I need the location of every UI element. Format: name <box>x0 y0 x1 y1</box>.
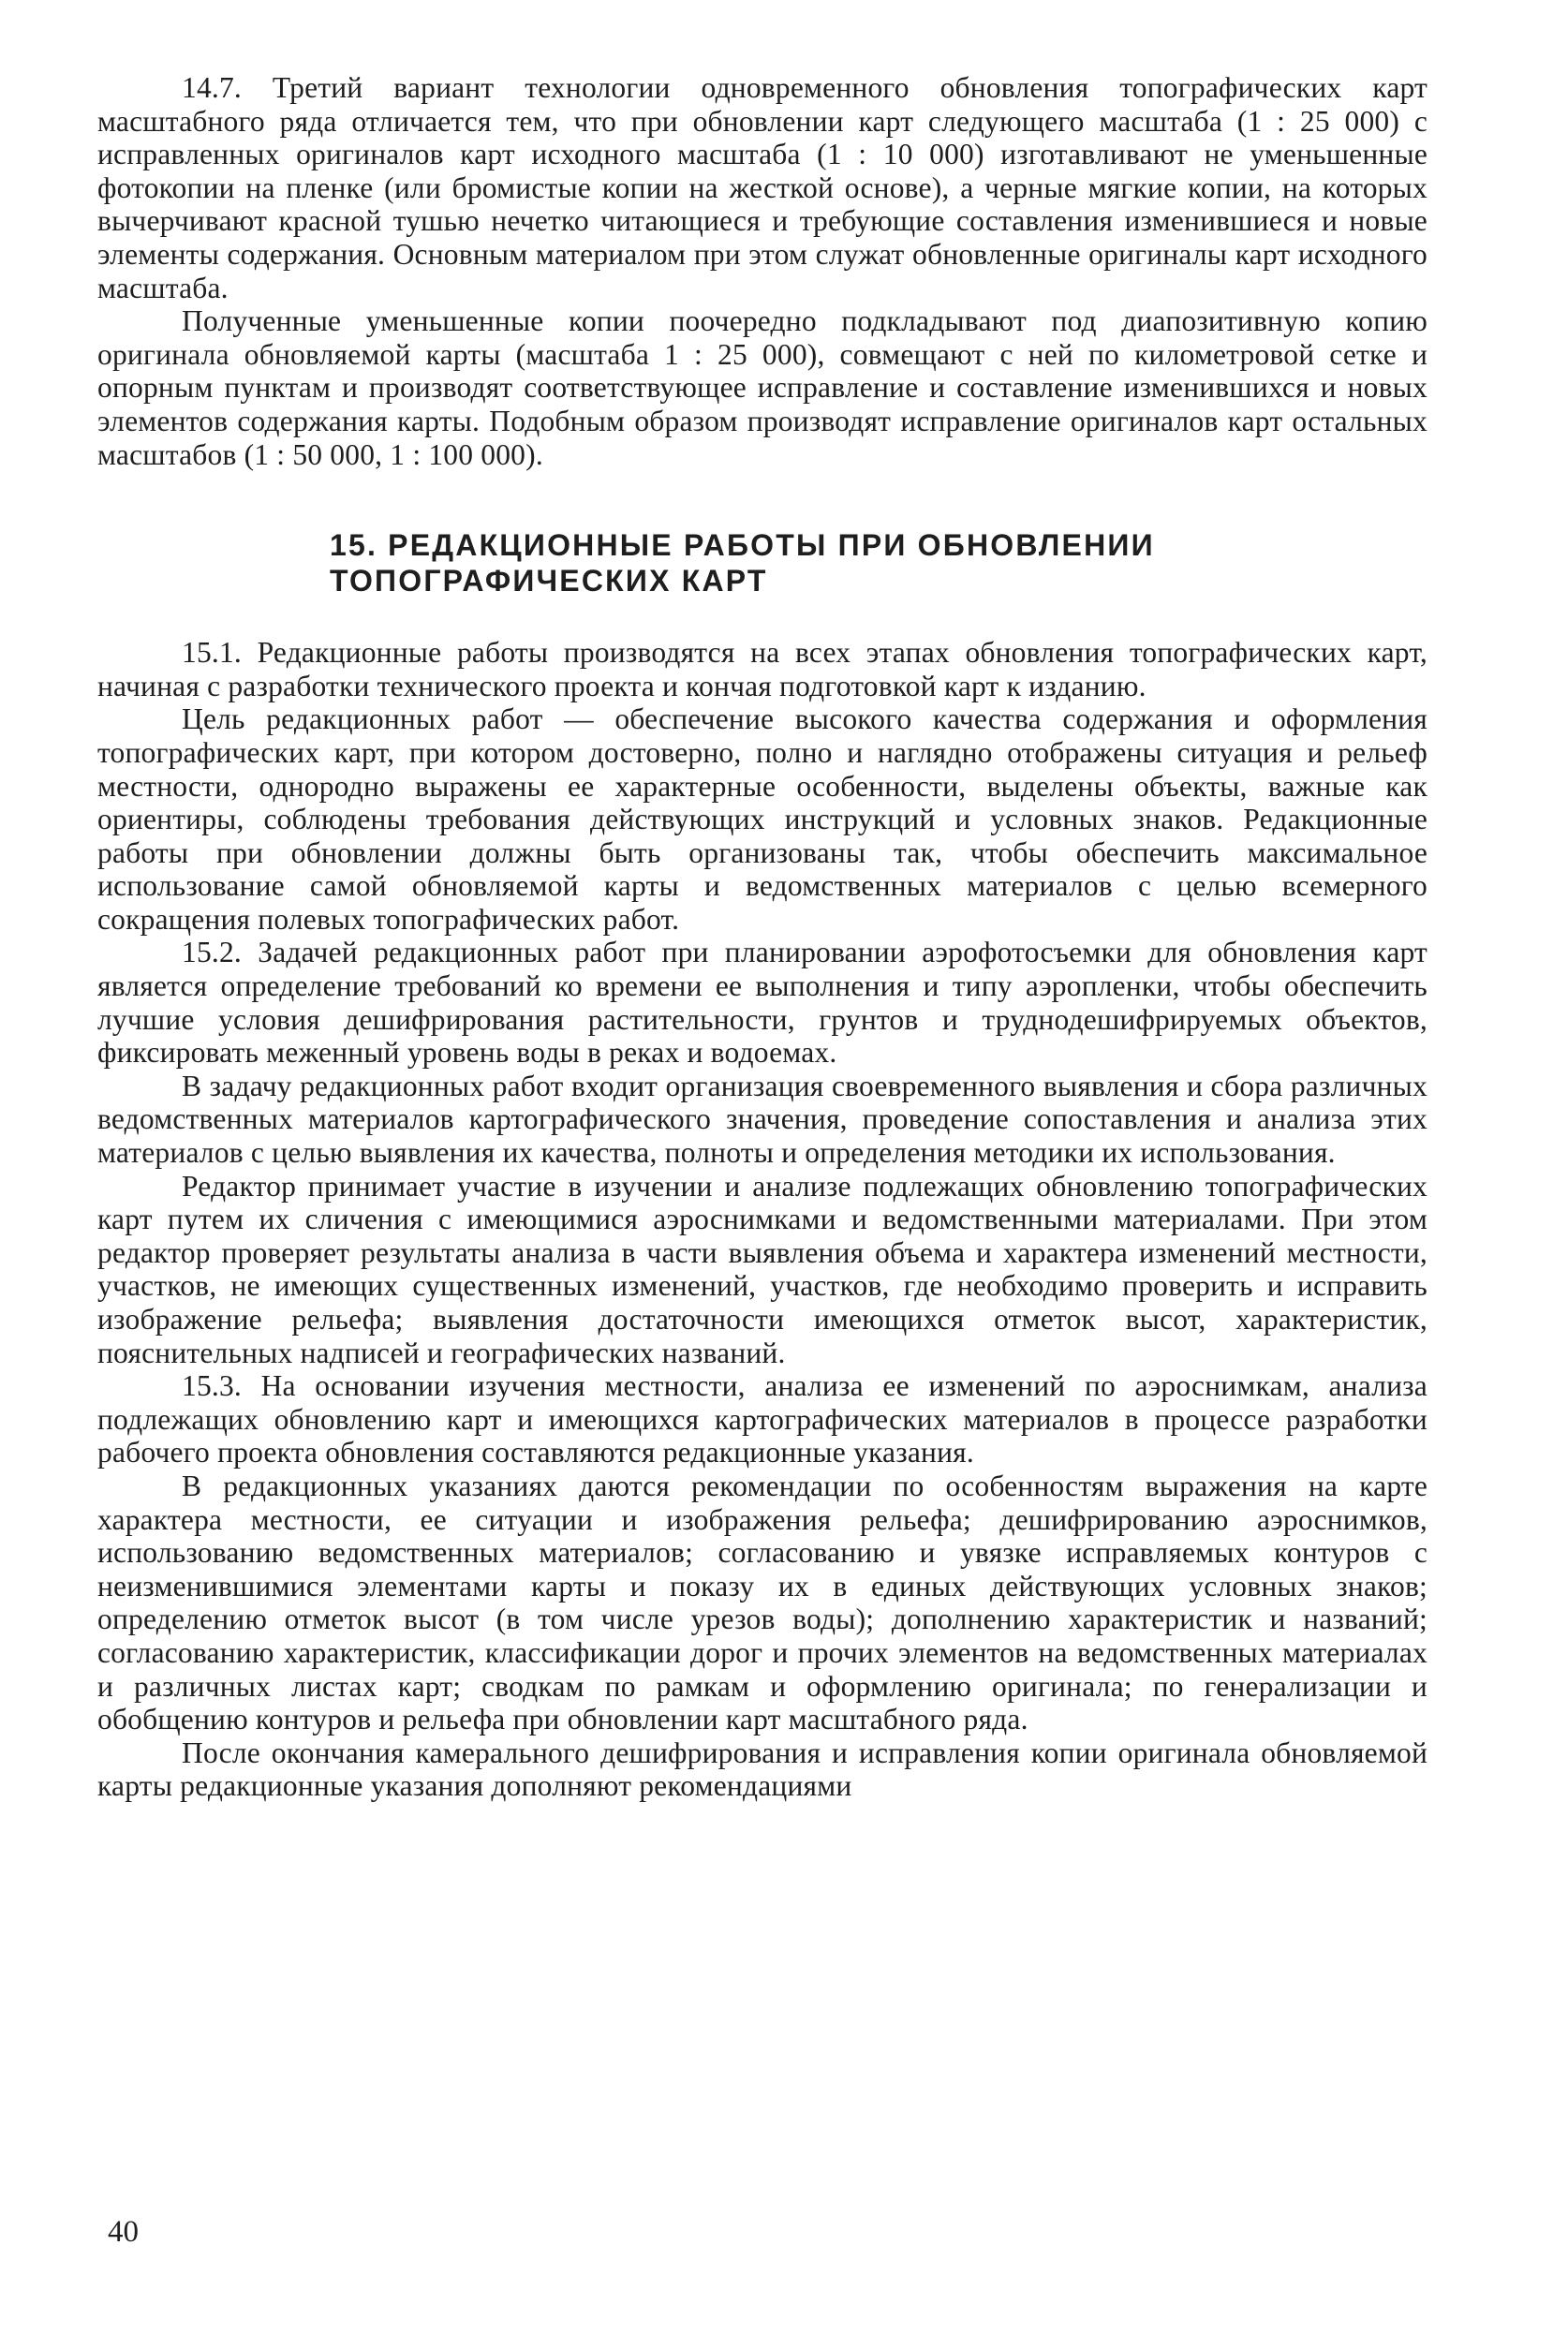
paragraph-15-2: 15.2. Задачей редакционных работ при планировании аэрофотосъемки для обновления карт является определение требований ко времени ее выполнения и типу аэропленки, чтобы обеспечить лучшие условия дешифрирования растительности, грунтов и труднодешифрируемых объектов, фиксировать меженный уровень воды в реках и водоемах. <box>97 936 1427 1070</box>
paragraph-after-completion: После окончания камерального дешифрирования и исправления копии оригинала обновляемой карты редакционные указания дополняют рекомендациями <box>97 1736 1427 1803</box>
paragraph-15-1: 15.1. Редакционные работы производятся на всех этапах обновления топографических карт, начиная с разработки технического проекта и кончая подготовкой карт к изданию. <box>97 636 1427 702</box>
paragraph-15-3: 15.3. На основании изучения местности, анализа ее изменений по аэроснимкам, анализа подлежащих обновлению карт и имеющихся картографических материалов в процессе разработки рабочего проекта обновления составляются редакционные указания. <box>97 1369 1427 1470</box>
paragraph-task: В задачу редакционных работ входит организация своевременного выявления и сбора различных ведомственных материалов картографического значения, проведение сопоставления и анализа этих материалов с целью выявления их качества, полноты и определения методики их использования. <box>97 1069 1427 1170</box>
page-body <box>97 71 1427 1803</box>
paragraph-reduced-copies: Полученные уменьшенные копии поочередно подкладывают под диапозитивную копию оригинала обновляемой карты (масштаба 1 : 25 000), совмещают с ней по километровой сетке и опорным пунктам и производят соответствующее исправление и составление изменившихся и новых элементов содержания карты. Подобным образом производят исправление оригиналов карт остальных масштабов (1 : 50 000, 1 : 100 000). <box>97 304 1427 471</box>
paragraph-editor: Редактор принимает участие в изучении и анализе подлежащих обновлению топографических карт путем их сличения с имеющимися аэроснимками и ведомственными материалами. При этом редактор проверяет результаты анализа в части выявления объема и характера изменений местности, участков, не имеющих существенных изменений, участков, где необходимо проверить и исправить изображение рельефа; выявления достаточности имеющихся отметок высот, характеристик, пояснительных надписей и географических названий. <box>97 1169 1427 1369</box>
paragraph-recommendations: В редакционных указаниях даются рекомендации по особенностям выражения на карте характера местности, ее ситуации и изображения рельефа; дешифрированию аэроснимков, использованию ведомственных материалов; согласованию и увязке исправляемых контуров с неизменившимися элементами карты и показу их в единых действующих условных знаков; определению отметок высот (в том числе урезов воды); дополнению характеристик и названий; согласованию характеристик, классификации дорог и прочих элементов на ведомственных материалах и различных листах карт; сводкам по рамкам и оформлению оригинала; по генерализации и обобщению контуров и рельефа при обновлении карт масштабного ряда. <box>97 1469 1427 1736</box>
page-number: 40 <box>108 2215 139 2249</box>
paragraph-goal: Цель редакционных работ — обеспечение высокого качества содержания и оформления топографических карт, при котором достоверно, полно и наглядно отображены ситуация и рельеф местности, однородно выражены ее характерные особенности, выделены объекты, важные как ориентиры, соблюдены требования действующих инструкций и условных знаков. Редакционные работы при обновлении должны быть организованы так, чтобы обеспечить максимальное использование самой обновляемой карты и ведомственных материалов с целью всемерного сокращения полевых топографических работ. <box>97 702 1427 936</box>
section-heading-line-1: 15. РЕДАКЦИОННЫЕ РАБОТЫ ПРИ ОБНОВЛЕНИИ <box>330 528 1155 563</box>
section-heading <box>97 527 1427 598</box>
paragraph-14-7: 14.7. Третий вариант технологии одновременного обновления топографических карт масштабного ряда отличается тем, что при обновлении карт следующего масштаба (1 : 25 000) с исправленных оригиналов карт исходного масштаба (1 : 10 000) изготавливают не уменьшенные фотокопии на пленке (или бромистые копии на жесткой основе), а черные мягкие копии, на которых вычерчивают красной тушью нечетко читающиеся и требующие составления изменившиеся и новые элементы содержания. Основным материалом при этом служат обновленные оригиналы карт исходного масштаба. <box>97 71 1427 304</box>
section-heading-line-2: ТОПОГРАФИЧЕСКИХ КАРТ <box>330 564 768 598</box>
